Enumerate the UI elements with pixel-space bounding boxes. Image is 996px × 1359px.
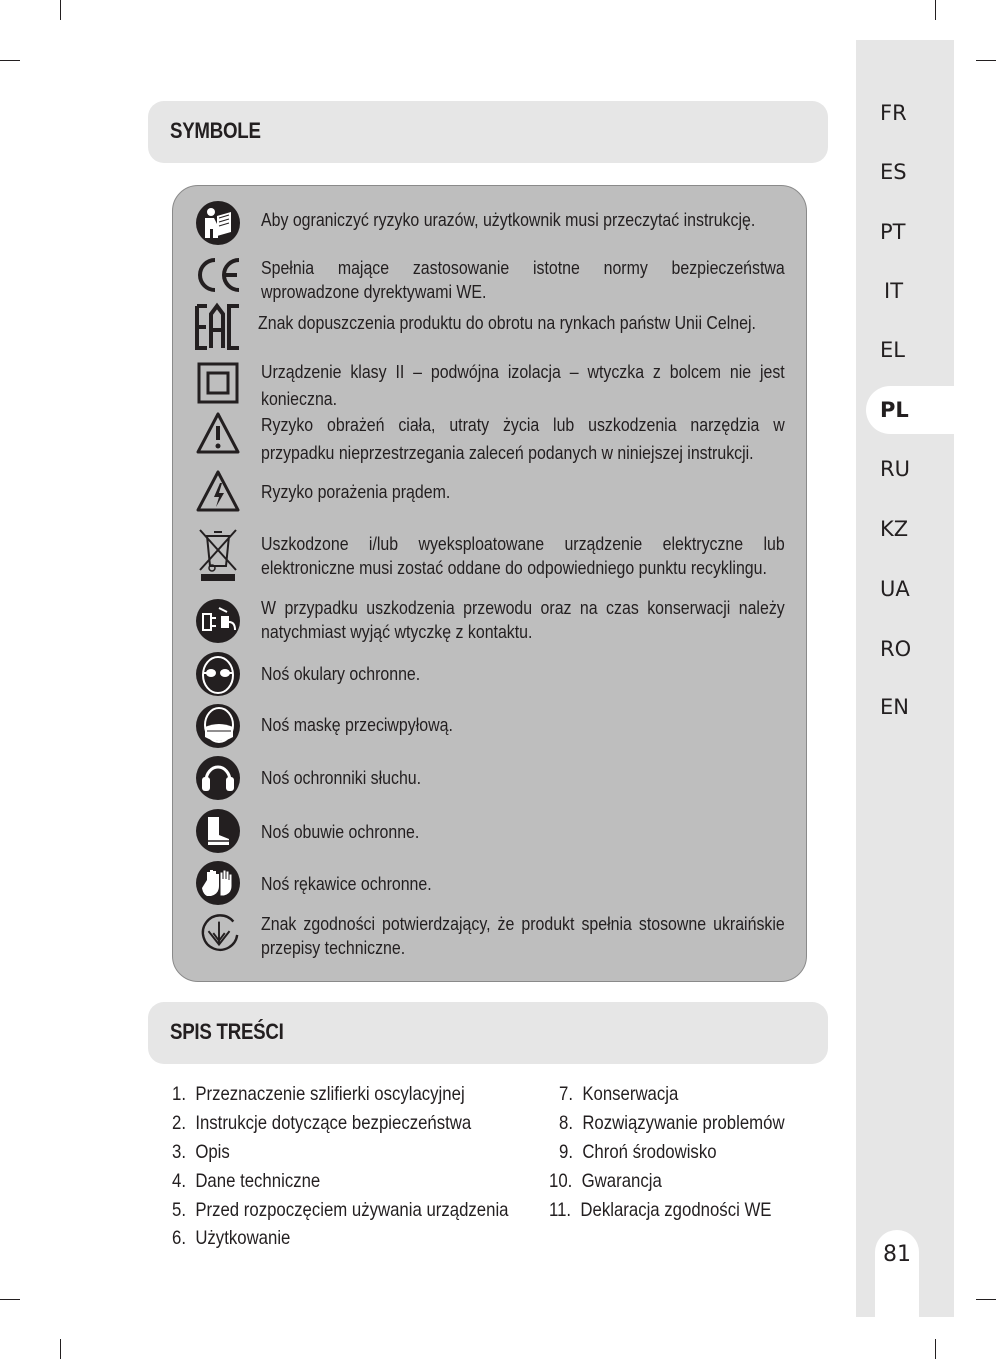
symbol-description: Znak dopuszczenia produktu do obrotu na rynkach państw Unii Celnej. — [258, 312, 756, 333]
toc-item[interactable] — [549, 1170, 662, 1193]
class-ii-icon — [195, 360, 241, 406]
toc-item-number: 2. — [172, 1112, 186, 1134]
lang-tab-fr[interactable]: FR — [880, 101, 907, 125]
safety-glasses-icon — [195, 651, 241, 697]
crop-mark — [0, 1299, 20, 1300]
crop-mark — [60, 1339, 61, 1359]
toc-item-number: 11. — [549, 1199, 572, 1221]
symbol-description: Uszkodzone i/lub wyeksploatowane urządzenie elektryczne lub elektroniczne musi zostać oddane do odpowiedniego punktu recyklingu. — [261, 533, 785, 578]
eac-mark-icon — [195, 302, 241, 352]
lang-tab-es[interactable]: ES — [880, 160, 907, 184]
toc-item-number: 10. — [549, 1170, 573, 1192]
section-title: SYMBOLE — [170, 118, 261, 143]
toc-item-number: 1. — [172, 1083, 186, 1105]
toc-item-label: Instrukcje dotyczące bezpieczeństwa — [195, 1112, 472, 1134]
toc-item[interactable] — [172, 1112, 471, 1135]
toc-item[interactable] — [172, 1199, 509, 1222]
toc-item[interactable] — [559, 1112, 785, 1135]
symbol-description: Noś okulary ochronne. — [261, 663, 421, 684]
lang-tab-ro[interactable]: RO — [880, 637, 912, 661]
toc-item-label: Konserwacja — [582, 1083, 679, 1105]
symbol-description: Aby ograniczyć ryzyko urazów, użytkownik musi przeczytać instrukcję. — [261, 209, 756, 230]
symbol-description: Spełnia mające zastosowanie istotne normy bezpieczeństwa wprowadzone dyrektywami WE. — [261, 257, 785, 302]
section-title: SPIS TREŚCI — [170, 1019, 284, 1044]
ukrainian-conformity-icon — [197, 912, 241, 956]
toc-item-number: 6. — [172, 1227, 186, 1249]
lang-tab-el[interactable]: EL — [880, 338, 905, 362]
toc-item-number: 9. — [559, 1141, 573, 1163]
lang-tab-kz[interactable]: KZ — [880, 517, 909, 541]
lang-tab-pl[interactable]: PL — [880, 398, 909, 422]
dust-mask-icon — [195, 703, 241, 749]
symbols-section-header — [148, 101, 828, 163]
lang-tab-pt[interactable]: PT — [880, 220, 906, 244]
symbol-description: W przypadku uszkodzenia przewodu oraz na czas konserwacji należy natychmiast wyjąć wtyczkę z kontaktu. — [261, 597, 785, 642]
unplug-icon — [195, 598, 241, 644]
symbol-description: Noś ochronniki słuchu. — [261, 767, 422, 788]
safety-boots-icon — [195, 808, 241, 854]
symbols-panel — [172, 185, 807, 982]
lang-tab-en[interactable]: EN — [880, 695, 909, 719]
toc-item-number: 7. — [559, 1083, 573, 1105]
toc-item-label: Użytkowanie — [195, 1227, 291, 1249]
toc-item-number: 8. — [559, 1112, 573, 1134]
crop-mark — [0, 60, 20, 61]
lang-tab-ua[interactable]: UA — [880, 577, 910, 601]
electric-shock-icon — [195, 468, 241, 514]
weee-bin-icon — [195, 526, 241, 584]
lang-tab-it[interactable]: IT — [884, 279, 904, 303]
crop-mark — [976, 60, 996, 61]
toc-item[interactable] — [172, 1083, 465, 1106]
toc-section-header — [148, 1002, 828, 1064]
crop-mark — [935, 1339, 936, 1359]
ear-protection-icon — [195, 755, 241, 801]
toc-item-number: 4. — [172, 1170, 186, 1192]
toc-item-label: Opis — [195, 1141, 230, 1163]
toc-item-label: Rozwiązywanie problemów — [582, 1112, 785, 1134]
toc-item-label: Przeznaczenie szlifierki oscylacyjnej — [195, 1083, 465, 1105]
lang-tab-ru[interactable]: RU — [880, 457, 910, 481]
toc-item[interactable] — [172, 1170, 320, 1193]
symbol-description: Urządzenie klasy II – podwójna izolacja – wtyczka z bolcem nie jest konieczna. — [261, 361, 785, 409]
toc-item[interactable] — [172, 1141, 230, 1164]
toc-item-label: Gwarancja — [581, 1170, 662, 1192]
symbol-description: Noś maskę przeciwpyłową. — [261, 714, 453, 735]
ce-mark-icon — [195, 252, 241, 298]
toc-item[interactable] — [172, 1227, 290, 1250]
symbol-description: Noś rękawice ochronne. — [261, 873, 432, 894]
toc-item[interactable] — [549, 1199, 771, 1222]
read-manual-icon — [195, 200, 241, 246]
gloves-icon — [195, 860, 241, 906]
toc-item-label: Chroń środowisko — [582, 1141, 717, 1163]
crop-mark — [60, 0, 61, 20]
symbol-description: Znak zgodności potwierdzający, że produkt spełnia stosowne ukraińskie przepisy techniczne. — [261, 913, 785, 958]
crop-mark — [935, 0, 936, 20]
toc-item-label: Przed rozpoczęciem używania urządzenia — [195, 1199, 509, 1221]
toc-item[interactable] — [559, 1141, 717, 1164]
toc-item-number: 5. — [172, 1199, 186, 1221]
toc-item-label: Deklaracja zgodności WE — [580, 1199, 772, 1221]
toc-item[interactable] — [559, 1083, 678, 1106]
crop-mark — [976, 1299, 996, 1300]
toc-item-label: Dane techniczne — [195, 1170, 321, 1192]
symbol-description: Ryzyko porażenia prądem. — [261, 481, 451, 502]
symbol-description: Noś obuwie ochronne. — [261, 821, 420, 842]
warning-triangle-icon — [195, 410, 241, 456]
page-number: 81 — [883, 1242, 911, 1267]
toc-item-number: 3. — [172, 1141, 186, 1163]
symbol-description: Ryzyko obrażeń ciała, utraty życia lub uszkodzenia narzędzia w przypadku nieprzestrzegania zaleceń podanych w niniejszej instrukcji. — [261, 414, 785, 463]
